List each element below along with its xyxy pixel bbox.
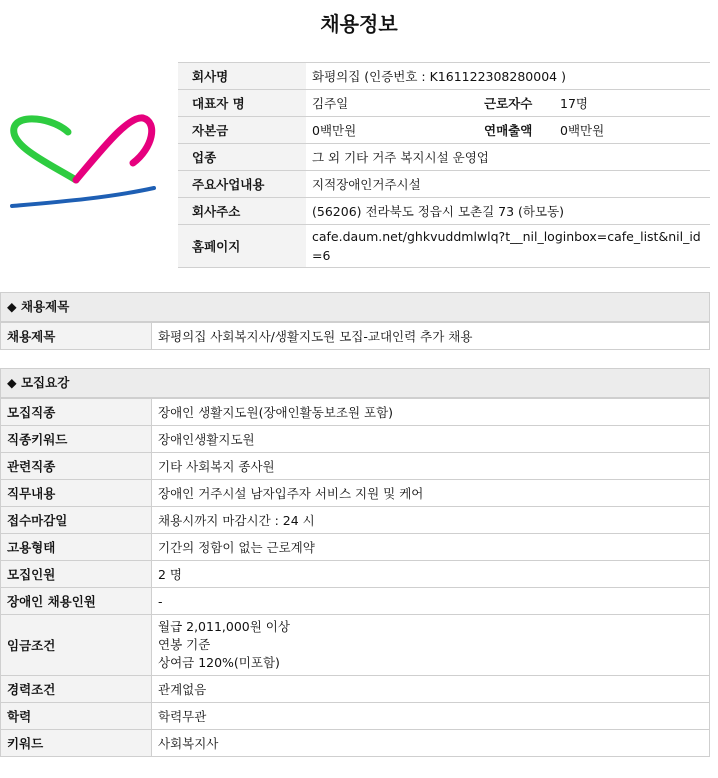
job-title-section-header: ◆ 채용제목: [0, 292, 710, 322]
sales-label: 연매출액: [478, 117, 554, 144]
company-name-value: 화평의집 (인증번호 : K161122308280004 ): [306, 63, 710, 90]
salary-line: 월급 2,011,000원 이상: [158, 619, 290, 634]
requirement-label: 고용형태: [1, 534, 152, 561]
requirement-value: 관계없음: [152, 676, 710, 703]
requirement-label: 접수마감일: [1, 507, 152, 534]
homepage-label: 홈페이지: [178, 225, 306, 268]
requirement-value: 2 명: [152, 561, 710, 588]
requirement-value: 학력무관: [152, 703, 710, 730]
ceo-value: 김주일: [306, 90, 478, 117]
requirement-label: 장애인 채용인원: [1, 588, 152, 615]
sales-value: 0백만원: [554, 117, 710, 144]
salary-label: 임금조건: [1, 615, 152, 676]
heart-logo-icon: [8, 108, 158, 218]
requirement-label: 직종키워드: [1, 426, 152, 453]
job-title-label: 채용제목: [1, 323, 152, 350]
business-label: 주요사업내용: [178, 171, 306, 198]
page-title: 채용정보: [320, 12, 398, 36]
business-value: 지적장애인거주시설: [306, 171, 710, 198]
workers-label: 근로자수: [478, 90, 554, 117]
job-title-value: 화평의집 사회복지사/생활지도원 모집-교대인력 추가 채용: [152, 323, 710, 350]
requirement-value: -: [152, 588, 710, 615]
salary-line: 상여금 120%(미포함): [158, 655, 280, 670]
requirement-value: 기간의 정함이 없는 근로계약: [152, 534, 710, 561]
industry-label: 업종: [178, 144, 306, 171]
job-title-section: [0, 292, 710, 350]
address-label: 회사주소: [178, 198, 306, 225]
capital-value: 0백만원: [306, 117, 478, 144]
requirement-label: 모집인원: [1, 561, 152, 588]
requirement-label: 키워드: [1, 730, 152, 757]
homepage-link[interactable]: cafe.daum.net/ghkvuddmlwlq?t__nil_loginbox=cafe_list&nil_id=6: [306, 225, 710, 268]
ceo-label: 대표자 명: [178, 90, 306, 117]
requirement-value: 채용시까지 마감시간 : 24 시: [152, 507, 710, 534]
company-info-table: [178, 62, 710, 268]
requirement-label: 모집직종: [1, 399, 152, 426]
requirements-section-header: ◆ 모집요강: [0, 368, 710, 398]
requirement-value: 사회복지사: [152, 730, 710, 757]
workers-value: 17명: [554, 90, 710, 117]
requirement-label: 관련직종: [1, 453, 152, 480]
requirements-section: [0, 368, 710, 757]
requirement-label: 경력조건: [1, 676, 152, 703]
requirement-label: 학력: [1, 703, 152, 730]
requirement-value: 기타 사회복지 종사원: [152, 453, 710, 480]
requirement-value: 장애인 생활지도원(장애인활동보조원 포함): [152, 399, 710, 426]
requirement-value: 장애인 거주시설 남자입주자 서비스 지원 및 케어: [152, 480, 710, 507]
salary-value: [152, 615, 710, 676]
company-name-label: 회사명: [178, 63, 306, 90]
salary-line: 연봉 기준: [158, 637, 211, 652]
requirement-value: 장애인생활지도원: [152, 426, 710, 453]
capital-label: 자본금: [178, 117, 306, 144]
industry-value: 그 외 기타 거주 복지시설 운영업: [306, 144, 710, 171]
requirement-label: 직무내용: [1, 480, 152, 507]
address-value: (56206) 전라북도 정읍시 모촌길 73 (하모동): [306, 198, 710, 225]
